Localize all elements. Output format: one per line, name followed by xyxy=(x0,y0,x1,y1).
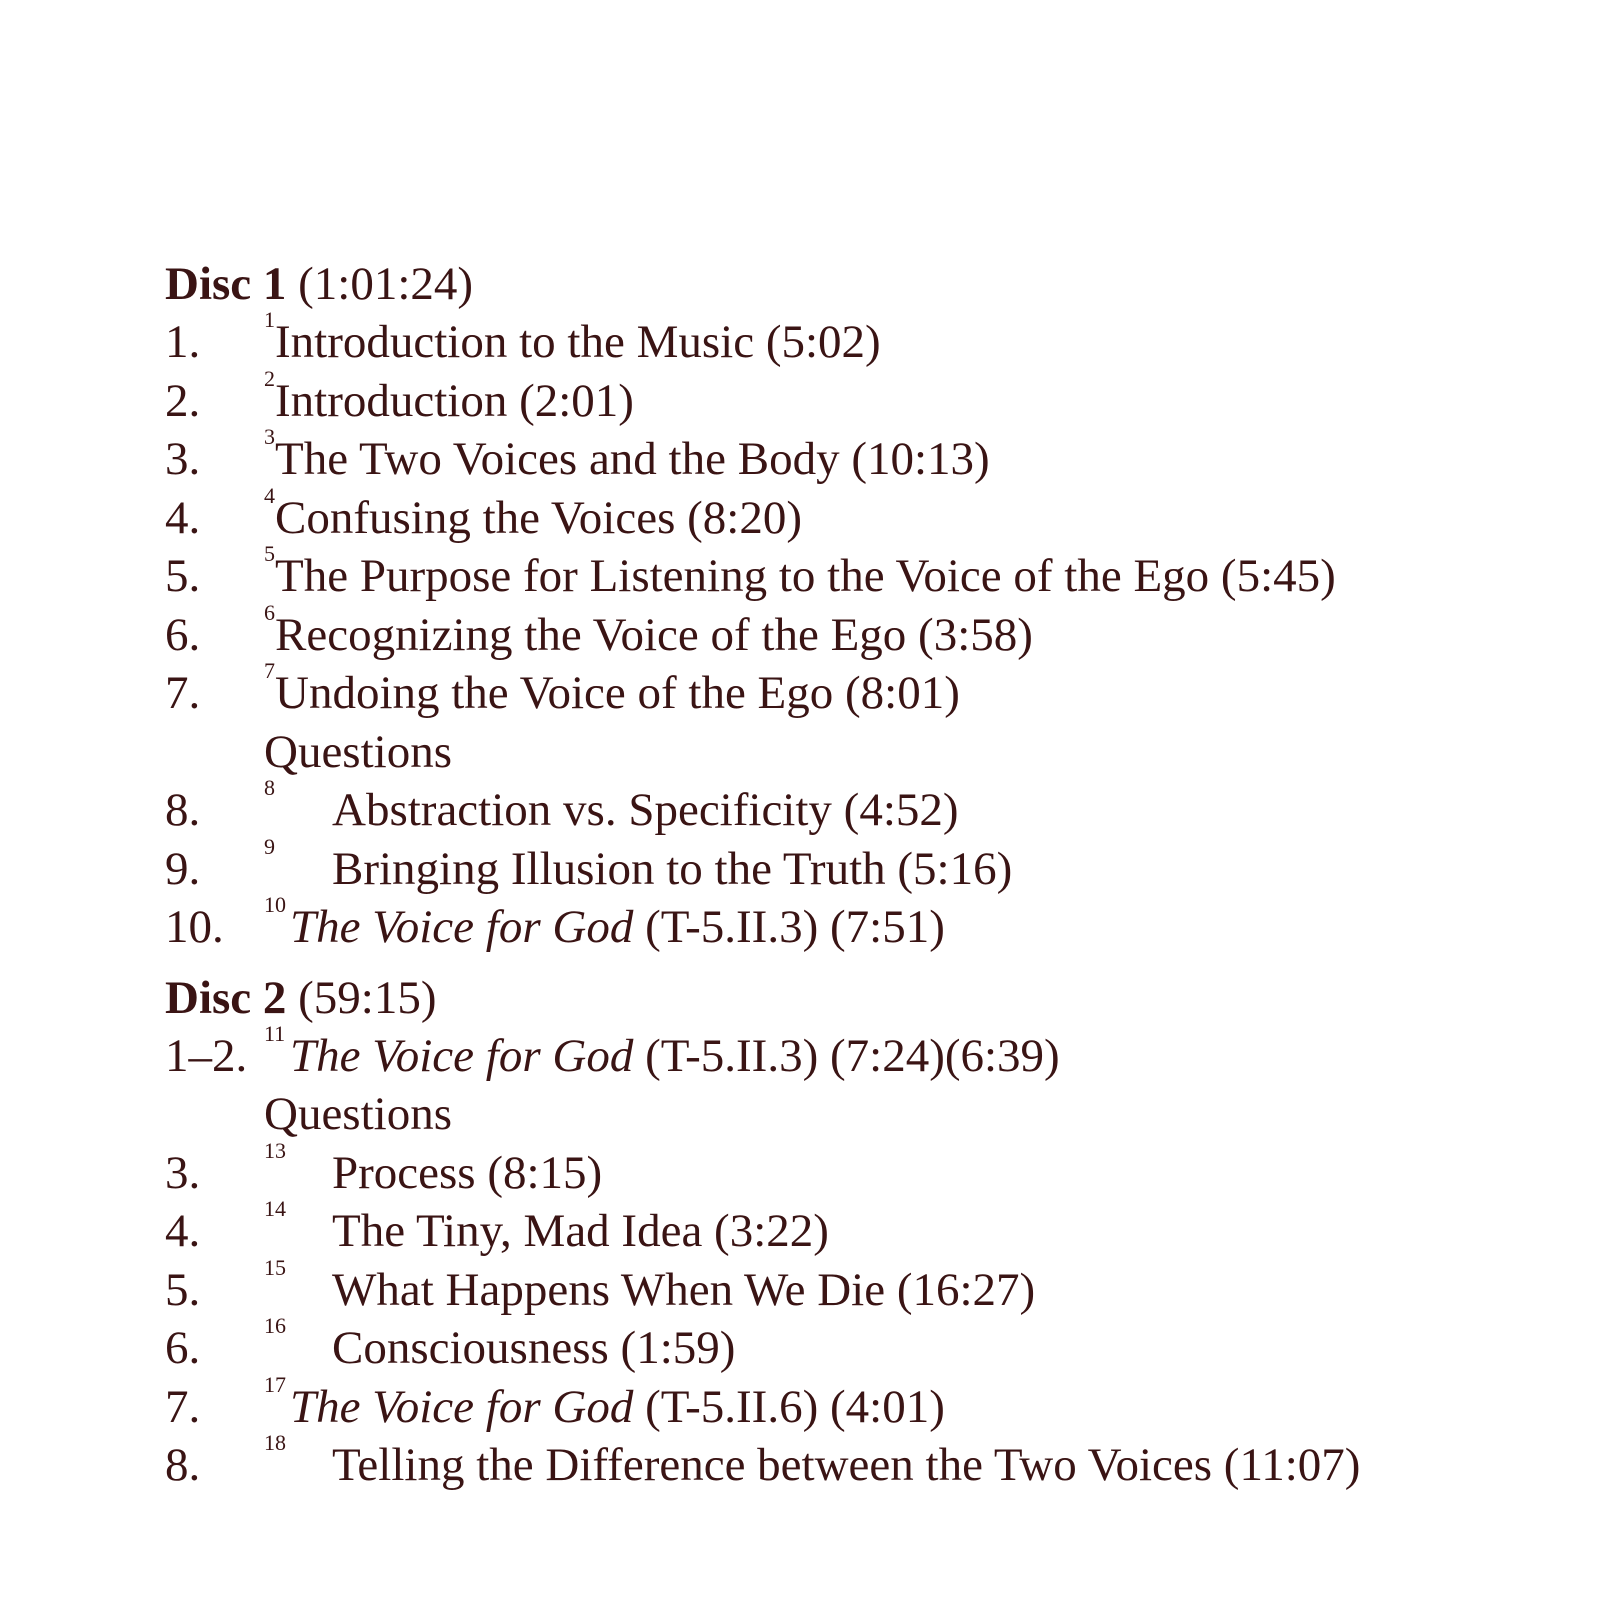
disc-1-header xyxy=(165,255,1565,313)
item-number: 7. xyxy=(165,1380,201,1433)
track-number: 17 xyxy=(264,1371,286,1397)
item-title: The Voice for God (T-5.II.3) (7:51) xyxy=(290,901,945,953)
disc-2-header xyxy=(165,969,1565,1027)
item-title: Undoing the Voice of the Ego (8:01) xyxy=(275,667,960,719)
disc-name: Disc 1 xyxy=(165,258,287,310)
item-number: 3. xyxy=(165,1146,201,1199)
track-number: 5 xyxy=(264,541,275,566)
list-item xyxy=(165,775,1565,840)
item-number: 4. xyxy=(165,491,201,544)
list-item xyxy=(165,1020,1565,1086)
list-item xyxy=(165,307,1565,372)
item-number: 1–2. xyxy=(165,1029,248,1082)
item-number: 10. xyxy=(165,901,224,953)
track-number: 18 xyxy=(264,1430,286,1455)
item-title: Confusing the Voices (8:20) xyxy=(275,491,802,544)
item-title: The Purpose for Listening to the Voice of the Ego (5:45) xyxy=(275,550,1336,602)
track-number: 7 xyxy=(264,658,275,683)
list-item xyxy=(165,1137,1565,1203)
track-number: 4 xyxy=(264,482,275,508)
item-number: 6. xyxy=(165,1322,201,1374)
item-number: 5. xyxy=(165,1263,201,1316)
questions-subheading xyxy=(165,723,1565,782)
item-number: 9. xyxy=(165,842,201,895)
list-item xyxy=(165,1430,1565,1495)
item-number: 4. xyxy=(165,1205,201,1257)
item-title: Abstraction vs. Specificity (4:52) xyxy=(332,784,959,836)
track-listing xyxy=(165,255,1565,1495)
item-title: Recognizing the Voice of the Ego (3:58) xyxy=(275,608,1033,661)
item-title: Telling the Difference between the Two Voices (11:07) xyxy=(332,1439,1361,1491)
item-number: 5. xyxy=(165,550,201,602)
item-title: The Voice for God (T-5.II.6) (4:01) xyxy=(290,1380,945,1433)
list-item xyxy=(165,541,1565,606)
subheading-label: Questions xyxy=(264,1088,452,1140)
track-number: 9 xyxy=(264,833,275,859)
track-number: 8 xyxy=(264,775,275,800)
track-number: 15 xyxy=(264,1254,286,1280)
item-title: Process (8:15) xyxy=(332,1146,603,1199)
list-item xyxy=(165,482,1565,548)
list-item xyxy=(165,892,1565,957)
item-title-italic: The Voice for God xyxy=(290,901,634,953)
item-title: Consciousness (1:59) xyxy=(332,1322,736,1374)
list-item xyxy=(165,1254,1565,1320)
item-title: What Happens When We Die (16:27) xyxy=(332,1263,1036,1316)
list-item xyxy=(165,424,1565,489)
item-number: 6. xyxy=(165,608,201,661)
track-number: 13 xyxy=(264,1137,286,1163)
item-number: 3. xyxy=(165,433,201,485)
item-title: The Tiny, Mad Idea (3:22) xyxy=(332,1205,829,1257)
list-item xyxy=(165,1196,1565,1261)
item-number: 2. xyxy=(165,374,201,427)
list-item xyxy=(165,1313,1565,1378)
subheading-label: Questions xyxy=(264,725,452,778)
track-number: 16 xyxy=(264,1313,286,1338)
list-item xyxy=(165,1371,1565,1437)
list-item xyxy=(165,365,1565,431)
item-title-italic: The Voice for God xyxy=(290,1380,634,1433)
item-number: 1. xyxy=(165,316,201,368)
track-number: 11 xyxy=(264,1020,286,1046)
item-number: 8. xyxy=(165,1439,201,1491)
disc-name: Disc 2 xyxy=(165,971,287,1024)
track-number: 1 xyxy=(264,307,275,332)
disc-duration: (59:15) xyxy=(298,971,437,1024)
item-number: 7. xyxy=(165,667,201,719)
item-title: Introduction (2:01) xyxy=(275,374,634,427)
track-number: 2 xyxy=(264,365,275,391)
list-item xyxy=(165,833,1565,899)
list-item xyxy=(165,658,1565,723)
questions-subheading xyxy=(165,1085,1565,1144)
track-number: 14 xyxy=(264,1196,286,1221)
item-title: Bringing Illusion to the Truth (5:16) xyxy=(332,842,1013,895)
item-title: The Two Voices and the Body (10:13) xyxy=(275,433,990,485)
item-number: 8. xyxy=(165,784,201,836)
track-number: 6 xyxy=(264,599,275,625)
item-title: Introduction to the Music (5:02) xyxy=(275,316,881,368)
disc-duration: (1:01:24) xyxy=(298,258,474,310)
item-title-italic: The Voice for God xyxy=(290,1029,634,1082)
item-title: The Voice for God (T-5.II.3) (7:24)(6:39) xyxy=(290,1029,1060,1082)
track-number: 10 xyxy=(264,892,286,917)
list-item xyxy=(165,599,1565,665)
track-number: 3 xyxy=(264,424,275,449)
